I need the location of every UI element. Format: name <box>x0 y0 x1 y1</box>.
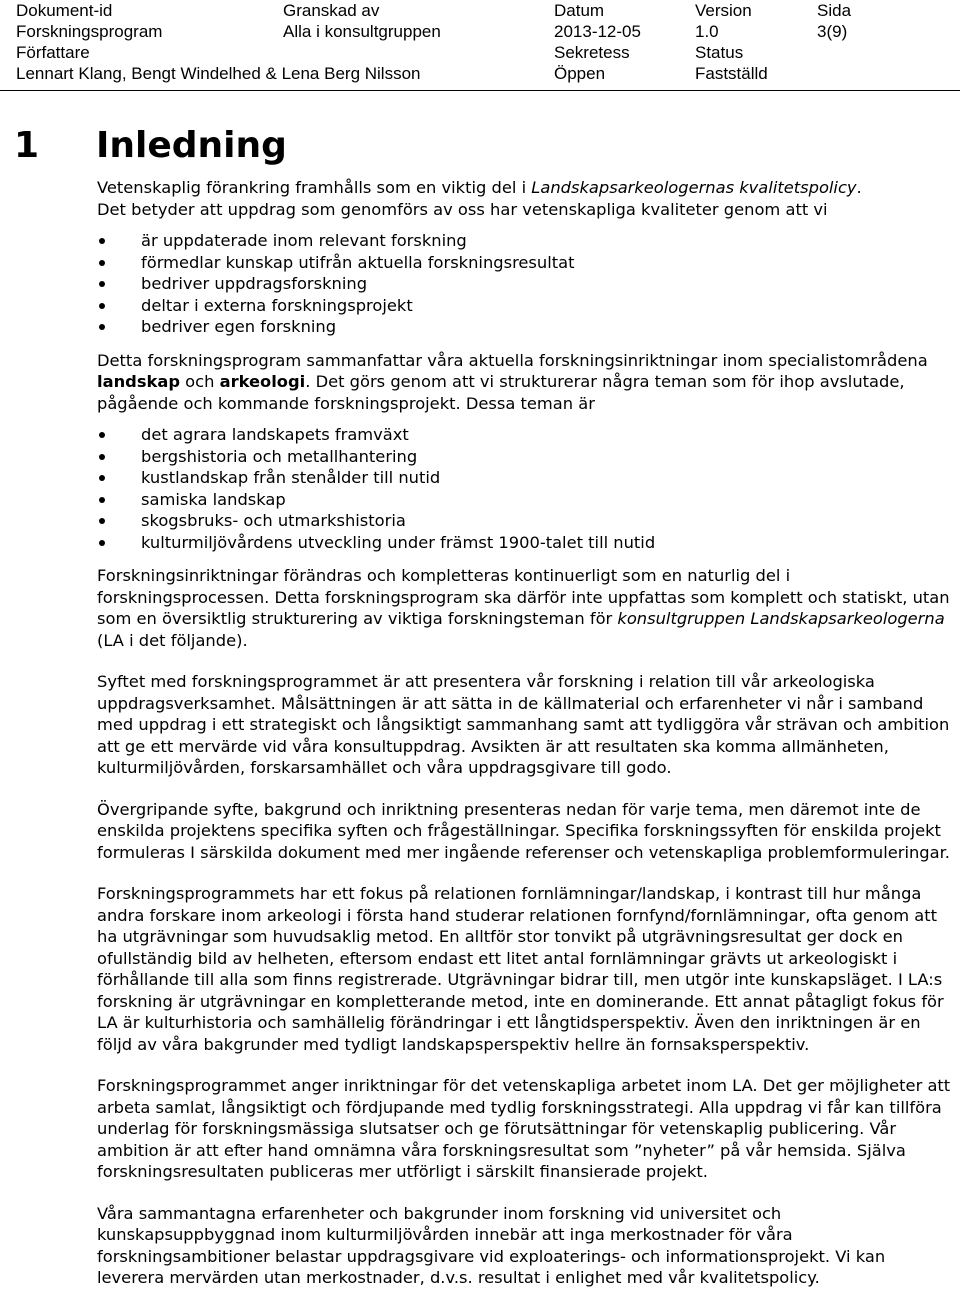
page-label: Sida <box>817 1 852 20</box>
themes-mid: och <box>179 372 220 391</box>
intro-text-2: Det betyder att uppdrag som genomförs av oss har vetenskapliga kvaliteter genom att vi <box>97 199 828 219</box>
themes-text: Detta forskningsprogram sammanfattar våra aktuella forskningsinriktningar inom specialistområdena <box>97 350 928 370</box>
paragraph-italic: konsultgruppen Landskapsarkeologerna <box>617 609 945 628</box>
version-label: Version <box>695 1 752 20</box>
themes-bold-arkeologi: arkeologi <box>219 372 306 391</box>
paragraph-text: Forskningsinriktningar förändras och kompletteras kontinuerligt som en naturlig del i forskningsprocessen. Detta forskningsprogram ska därför inte uppfattas som komplett och statiskt, utan som en översiktlig strukturering av viktiga forskningsteman för <box>97 566 950 628</box>
paragraph: Forskningsprogrammets har ett fokus på relationen fornlämningar/landskap, i kontrast till hur många andra forskare inom arkeologi i första hand studerar relationen fornfynd/fornlämningar, ofta genom att ha utgrävningar som huvudsaklig metod. En alltför stor tonvikt på utgrävningsresultat ger dock en ofullständig bild av helheten, eftersom endast ett litet antal fornlämningar grävts ut arkeologiskt i förhållande till alla som finns registrerade. Utgrävningar bidrar till, men utgör inte kunskapsläget. I LA:s forskning är utgrävningar en kompletterande metod, inte en dominerande. Ett annat påtagligt fokus för LA är kulturhistoria och samhällelig förändringar i ett långtidsperspektiv. Även den inriktningen är en följd av våra bakgrunder med tydligt landskapsperspektiv hellre än fornsaksperspektiv. <box>97 884 944 1054</box>
paragraph-end: (LA i det följande). <box>97 630 248 650</box>
themes-paragraph <box>97 350 957 415</box>
intro-text: Vetenskaplig förankring framhålls som en viktig del i <box>97 178 532 197</box>
section-heading <box>14 124 287 168</box>
paragraph: Forskningsprogrammet anger inriktningar för det vetenskapliga arbetet inom LA. Det ger möjligheter att arbeta samlat, långsiktigt och fördjupande med tydlig forskningsstrategi. Alla uppdrag vi får kan tillföra underlag för forskningsmässiga slutsatser och ge förutsättningar för vetenskaplig publicering. Vår ambition är att efter hand omnämna våra forskningsresultat som ”nyheter” på vår hemsida. Själva forskningsresultaten publiceras mer utförligt i särskilt finansierade projekt. <box>97 1076 951 1181</box>
themes-list <box>97 424 957 553</box>
reviewed-by-label: Granskad av <box>283 1 380 20</box>
list-item: kulturmiljövårdens utveckling under främst 1900-talet till nutid <box>97 532 957 554</box>
paragraph: Övergripande syfte, bakgrund och inriktning presenteras nedan för varje tema, men däremot inte de enskilda projektens specifika syften och frågeställningar. Specifika forskningssyften för enskilda projekt formuleras I särskilda dokument med mer ingående referenser och vetenskapliga problemformuleringar. <box>97 799 950 862</box>
paragraph: Syftet med forskningsprogrammet är att presentera vår forskning i relation till vår arkeologiska uppdragsverksamhet. Målsättningen är att sätta in de källmaterial och erfarenheter vi når i samband med uppdrag i ett strategiskt och långsiktigt sammanhang samt att tydliggöra vår strävan och ambition att ge ett mervärde vid våra konsultuppdrag. Avsikten är att resultaten ska komma allmänheten, kulturmiljövården, forskarsamhället och våra uppdragsgivare till godo. <box>97 672 950 777</box>
paragraph: Våra sammantagna erfarenheter och bakgrunder inom forskning vid universitet och kunskapsuppbyggnad inom kulturmiljövården innebär att inga merkostnader för våra forskningsambitioner belastar uppdragsgivare vid exploaterings- och informationsprojekt. Vi kan leverera mervärden utan merkostnader, d.v.s. resultat i enlighet med vår kvalitetspolicy. <box>97 1203 886 1287</box>
status-value: Fastställd <box>695 64 768 83</box>
list-item: samiska landskap <box>97 489 957 511</box>
date-label: Datum <box>554 1 605 20</box>
status-label: Status <box>695 43 744 62</box>
list-item: det agrara landskapets framväxt <box>97 424 957 446</box>
secrecy-value: Öppen <box>554 64 606 83</box>
list-item: kustlandskap från stenålder till nutid <box>97 467 957 489</box>
version-value: 1.0 <box>695 22 719 41</box>
themes-bold-landskap: landskap <box>97 372 180 391</box>
doc-id-label: Dokument-id <box>16 1 113 20</box>
list-item: bedriver uppdragsforskning <box>97 273 957 295</box>
document-header <box>0 0 960 91</box>
list-item: bedriver egen forskning <box>97 316 957 338</box>
list-item: är uppdaterade inom relevant forskning <box>97 230 957 252</box>
page-value: 3(9) <box>817 22 848 41</box>
reviewed-by-value: Alla i konsultgruppen <box>283 22 441 41</box>
doc-id-value: Forskningsprogram <box>16 22 163 41</box>
document-body <box>97 177 957 1289</box>
intro-paragraph <box>97 177 957 220</box>
paragraph <box>97 565 957 651</box>
section-number: 1 <box>14 125 40 166</box>
secrecy-label: Sekretess <box>554 43 630 62</box>
themes-end: . Det görs genom att vi strukturerar några teman som för ihop avslutade, pågående och kommande forskningsprojekt. Dessa teman är <box>97 372 905 413</box>
list-item: bergshistoria och metallhantering <box>97 446 957 468</box>
section-title: Inledning <box>96 125 287 166</box>
author-value: Lennart Klang, Bengt Windelhed & Lena Berg Nilsson <box>16 64 421 83</box>
author-label: Författare <box>16 43 90 62</box>
list-item: deltar i externa forskningsprojekt <box>97 295 957 317</box>
date-value: 2013-12-05 <box>554 22 641 41</box>
science-list <box>97 230 957 338</box>
list-item: skogsbruks- och utmarkshistoria <box>97 510 957 532</box>
intro-end: . <box>856 178 862 197</box>
list-item: förmedlar kunskap utifrån aktuella forskningsresultat <box>97 252 957 274</box>
intro-italic: Landskapsarkeologernas kvalitetspolicy <box>531 178 857 197</box>
